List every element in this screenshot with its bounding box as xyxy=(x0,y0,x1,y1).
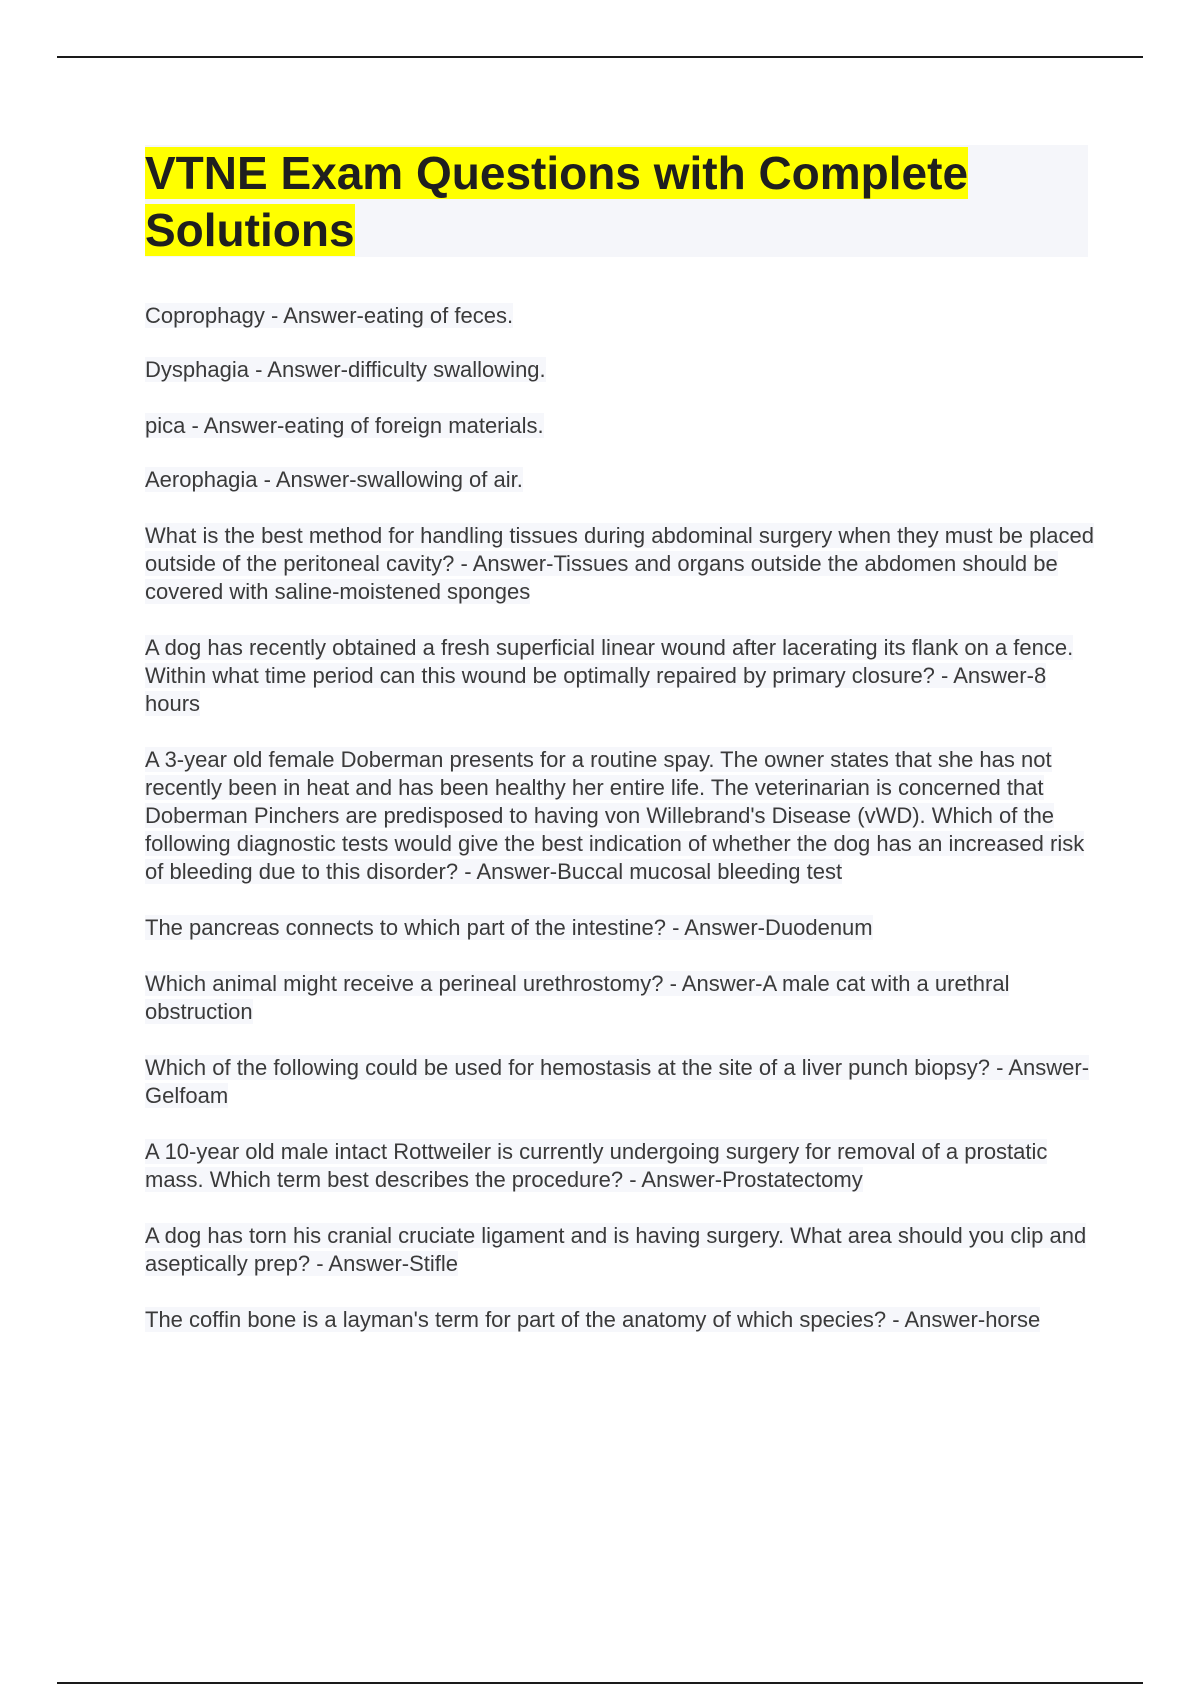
qa-item: Coprophagy - Answer-eating of feces. xyxy=(145,303,514,328)
qa-list xyxy=(145,302,1095,1334)
title-block xyxy=(145,145,1088,257)
qa-item: A 3-year old female Doberman presents for a routine spay. The owner states that she has not recently been in heat and has been healthy her entire life. The veterinarian is concerned that Doberman Pinchers are predisposed to having von Willebrand's Disease (vWD). Which of the following diagnostic tests would give the best indication of whether the dog has an increased risk of bleeding due to this disorder? - Answer-Buccal mucosal bleeding test xyxy=(145,747,1085,884)
qa-item: A 10-year old male intact Rottweiler is currently undergoing surgery for removal of a prostatic mass. Which term best describes the procedure? - Answer-Prostatectomy xyxy=(145,1139,1048,1192)
qa-item: A dog has torn his cranial cruciate ligament and is having surgery. What area should you clip and aseptically prep? - Answer-Stifle xyxy=(145,1223,1087,1276)
qa-item: The coffin bone is a layman's term for part of the anatomy of which species? - Answer-horse xyxy=(145,1307,1041,1332)
qa-item: Dysphagia - Answer-difficulty swallowing. xyxy=(145,357,546,382)
document-title: VTNE Exam Questions with Complete Solutions xyxy=(145,147,969,256)
qa-item: The pancreas connects to which part of the intestine? - Answer-Duodenum xyxy=(145,915,873,940)
qa-item: What is the best method for handling tissues during abdominal surgery when they must be placed outside of the peritoneal cavity? - Answer-Tissues and organs outside the abdomen should be covered with saline-moistened sponges xyxy=(145,523,1094,604)
qa-item: A dog has recently obtained a fresh superficial linear wound after lacerating its flank on a fence. Within what time period can this wound be optimally repaired by primary closure? - Answer-8 hours xyxy=(145,635,1074,716)
qa-item: Which of the following could be used for hemostasis at the site of a liver punch biopsy? - Answer-Gelfoam xyxy=(145,1055,1090,1108)
qa-item: Aerophagia - Answer-swallowing of air. xyxy=(145,467,523,492)
qa-item: Which animal might receive a perineal urethrostomy? - Answer-A male cat with a urethral obstruction xyxy=(145,971,1010,1024)
qa-item: pica - Answer-eating of foreign materials. xyxy=(145,413,544,438)
bottom-divider xyxy=(57,1682,1143,1684)
top-divider xyxy=(57,56,1143,58)
